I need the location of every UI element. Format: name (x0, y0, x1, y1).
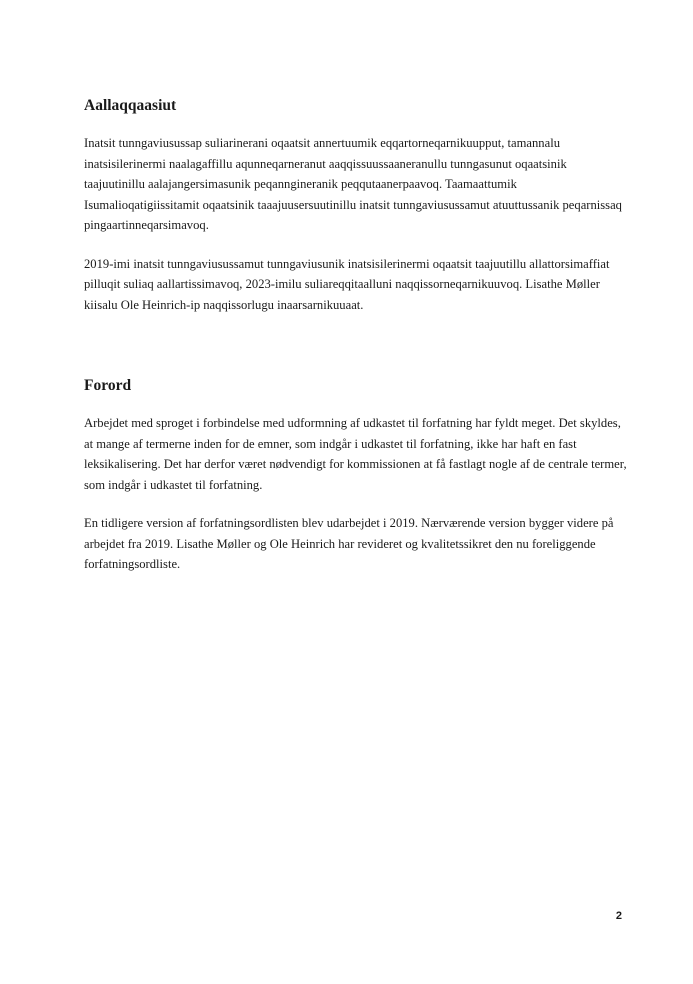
page-number: 2 (615, 910, 622, 922)
greenlandic-heading: Aallaqqaasiut (84, 97, 177, 114)
danish-paragraph-2: En tidligere version af forfatningsordlisten blev udarbejdet i 2019. Nærværende version bygger videre på arbejdet fra 2019. Lisathe Møller og Ole Heinrich har revideret og kvalitetssikret den nu foreliggende forfatningsordliste. (84, 516, 614, 571)
danish-heading: Forord (84, 377, 132, 394)
greenlandic-paragraph-2: 2019-imi inatsit tunngaviusussamut tunngaviusunik inatsisilerinermi oqaatsit taajuutillu allattorsimaffiat pilluqit suliaq aallartissimavoq, 2023-imilu suliareqqitaalluni naqqissorneqarnikuuvoq. Lisathe Møller kiisalu Ole Heinrich-ip naqqissorlugu inaarsarnikuuaat. (84, 256, 610, 312)
danish-paragraph-1: Arbejdet med sproget i forbindelse med udformning af udkastet til forfatning har fyldt meget. Det skyldes, at mange af termerne inden for de emner, som indgår i udkastet til forfatning, ikke har haft en fast leksikalisering. Det har derfor været nødvendigt for kommissionen at få fastlagt nogle af de centrale termer, som indgår i udkastet til forfatning. (84, 416, 627, 492)
greenlandic-section (84, 96, 629, 333)
danish-section (84, 376, 629, 593)
greenlandic-paragraph-1: Inatsit tunngaviusussap suliarinerani oqaatsit annertuumik eqqartorneqarnikuupput, tamannalu inatsisilerinermi naalagaffillu aqunneqarneranut aaqqissuussaaneranullu tunngasunut oqaatsinik taajuutinillu aalajangersimasunik peqanngineranik peqqutaanerpaavoq. Taamaattumik Isumalioqatigiissitamit oqaatsinik taaajuusersuutinillu inatsit tunngaviusussamut atuuttussanik peqarnissaq pingaartinneqarsimavoq. (84, 136, 622, 232)
